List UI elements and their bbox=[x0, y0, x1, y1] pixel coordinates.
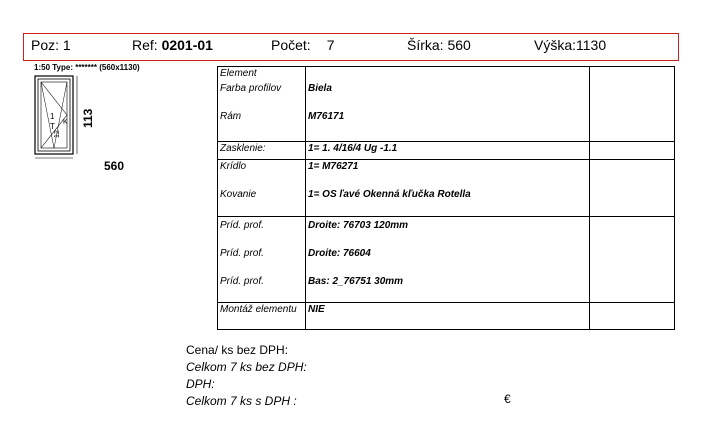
ref-value: 0201-01 bbox=[161, 37, 213, 53]
value-cell bbox=[306, 160, 590, 217]
value-cell bbox=[306, 303, 590, 330]
pocet-value: 7 bbox=[326, 37, 335, 53]
montaz-label: Montáž elementu bbox=[220, 304, 297, 315]
kovanie-label: Kovanie bbox=[220, 189, 257, 200]
price-summary bbox=[186, 342, 307, 410]
blank-cell bbox=[590, 67, 675, 142]
sash-mark-t: T bbox=[50, 122, 55, 131]
kridlo-value: 1= M76271 bbox=[308, 161, 359, 172]
sash-mark-12: 12 bbox=[54, 130, 61, 138]
poz-field bbox=[31, 37, 71, 53]
blank-cell bbox=[590, 217, 675, 303]
prid2-label: Príd. prof. bbox=[220, 248, 264, 259]
opening-line-top bbox=[41, 82, 67, 115]
table-row bbox=[218, 217, 675, 303]
total-with-vat-label: Celkom 7 ks s DPH : bbox=[186, 394, 297, 408]
poz-label: Poz: bbox=[31, 37, 60, 53]
drawing-type-label: 1:50 Type: ******* (560x1130) bbox=[34, 63, 140, 72]
label-cell bbox=[218, 142, 306, 160]
kovanie-value: 1= OS ľavé Okenná kľučka Rotella bbox=[308, 189, 471, 200]
table-row bbox=[218, 160, 675, 217]
farba-label: Farba profilov bbox=[220, 83, 282, 94]
table-row bbox=[218, 67, 675, 142]
sash-mark-k: K bbox=[63, 119, 68, 126]
vyska-value: 1130 bbox=[576, 37, 607, 53]
vyska-label: Výška: bbox=[534, 37, 577, 53]
prid2-value: Droite: 76604 bbox=[308, 248, 371, 259]
vyska-field bbox=[534, 37, 606, 53]
zasklenie-value: 1= 1. 4/16/4 Ug -1.1 bbox=[308, 143, 398, 154]
poz-value: 1 bbox=[62, 37, 71, 53]
table-row bbox=[218, 303, 675, 330]
currency-symbol: € bbox=[504, 392, 511, 406]
pocet-label: Počet: bbox=[271, 37, 311, 53]
vat-label: DPH: bbox=[186, 377, 215, 391]
label-cell bbox=[218, 303, 306, 330]
sirka-value: 560 bbox=[447, 37, 471, 53]
pocet-field bbox=[271, 37, 335, 53]
label-cell bbox=[218, 67, 306, 142]
table-row bbox=[218, 142, 675, 160]
label-cell bbox=[218, 160, 306, 217]
zasklenie-label: Zasklenie: bbox=[220, 143, 266, 154]
window-drawing bbox=[30, 72, 110, 162]
farba-value: Biela bbox=[308, 83, 332, 94]
sirka-field bbox=[407, 37, 471, 53]
position-header bbox=[23, 33, 679, 61]
element-label: Element bbox=[220, 68, 257, 79]
ram-label: Rám bbox=[220, 111, 242, 122]
blank-cell bbox=[590, 142, 675, 160]
ref-label: Ref: bbox=[132, 37, 158, 53]
sirka-label: Šírka: bbox=[407, 37, 444, 53]
spec-table bbox=[217, 66, 675, 330]
width-dimension: 560 bbox=[104, 159, 125, 173]
price-per-unit-label: Cena/ ks bez DPH: bbox=[186, 343, 289, 357]
prid3-value: Bas: 2_76751 30mm bbox=[308, 276, 404, 287]
value-cell bbox=[306, 67, 590, 142]
prid1-label: Príd. prof. bbox=[220, 220, 264, 231]
ram-value: M76171 bbox=[308, 111, 345, 122]
montaz-value: NIE bbox=[308, 304, 325, 315]
prid3-label: Príd. prof. bbox=[220, 276, 264, 287]
total-without-vat-label: Celkom 7 ks bez DPH: bbox=[186, 360, 307, 374]
sash-mark-1: 1 bbox=[50, 112, 55, 121]
ref-field bbox=[132, 37, 213, 53]
kridlo-label: Krídlo bbox=[220, 161, 247, 172]
prid1-value: Droite: 76703 120mm bbox=[308, 220, 409, 231]
blank-cell bbox=[590, 303, 675, 330]
value-cell bbox=[306, 142, 590, 160]
height-dimension: 113 bbox=[81, 108, 95, 128]
label-cell bbox=[218, 217, 306, 303]
blank-cell bbox=[590, 160, 675, 217]
value-cell bbox=[306, 217, 590, 303]
